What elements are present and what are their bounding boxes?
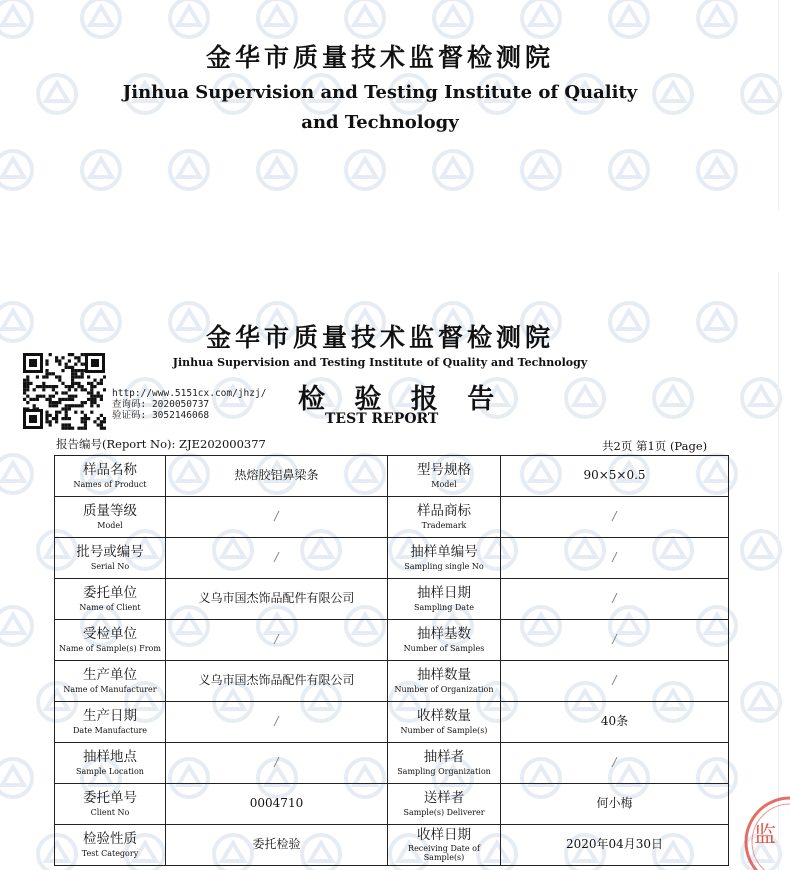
cover-title-en-line1: Jinhua Supervision and Testing Institute of Quality <box>122 82 638 103</box>
field-label-en: Sampling single No <box>404 561 484 571</box>
field-label-en: Sample(s) Deliverer <box>403 807 485 817</box>
field-label <box>388 620 501 661</box>
field-label <box>388 784 501 825</box>
institute-logo-icon <box>0 0 36 41</box>
table-row <box>55 825 729 866</box>
institute-logo-icon <box>518 147 564 193</box>
field-label <box>55 538 166 579</box>
field-label-en: Serial No <box>90 561 130 571</box>
field-label-cn: 样品名称 <box>83 462 137 479</box>
institute-logo-icon <box>650 375 696 421</box>
seal-text: 监 <box>754 823 777 848</box>
field-label-en: Test Category <box>81 848 139 858</box>
institute-logo-icon <box>0 603 36 649</box>
field-label <box>55 620 166 661</box>
institute-logo-icon <box>0 451 36 497</box>
field-label-en: Name of Manufacturer <box>63 684 157 694</box>
field-label-en: Names of Product <box>73 479 147 489</box>
field-label <box>55 579 166 620</box>
cover-title-cn: 金华市质量技术监督检测院 <box>205 43 554 72</box>
field-label-en: Sample Location <box>76 766 144 776</box>
report-institute-en: Jinhua Supervision and Testing Institute of Quality and Technology <box>172 356 588 369</box>
field-label-cn: 抽样基数 <box>417 626 471 643</box>
field-value: / <box>166 702 388 743</box>
field-label <box>55 743 166 784</box>
field-label-cn: 抽样单编号 <box>410 544 478 561</box>
field-value: / <box>166 743 388 784</box>
field-label <box>55 661 166 702</box>
page-gap <box>0 210 790 272</box>
field-label-en: Number of Sample(s) <box>400 725 488 735</box>
field-label-en: Sampling Organization <box>397 766 491 776</box>
field-label <box>55 497 166 538</box>
table-row <box>55 743 729 784</box>
field-label <box>388 743 501 784</box>
field-label-en: Model <box>431 479 457 489</box>
field-label <box>55 702 166 743</box>
field-label-cn: 样品商标 <box>417 503 471 520</box>
institute-logo-icon <box>166 0 212 41</box>
field-label-en: Receiving Date of Sample(s) <box>408 844 480 863</box>
field-value: / <box>166 620 388 661</box>
institute-logo-icon <box>78 0 124 41</box>
field-label-cn: 委托单位 <box>83 585 137 602</box>
field-label-cn: 抽样数量 <box>417 667 471 684</box>
field-value: 义乌市国杰饰品配件有限公司 <box>166 579 388 620</box>
field-label <box>388 661 501 702</box>
table-row <box>55 784 729 825</box>
field-label <box>388 579 501 620</box>
field-label-cn: 型号规格 <box>417 462 471 479</box>
field-value: / <box>501 538 729 579</box>
field-value: / <box>501 620 729 661</box>
institute-logo-icon <box>342 147 388 193</box>
field-value: / <box>166 538 388 579</box>
institute-logo-icon <box>606 147 652 193</box>
field-value: 0004710 <box>166 784 388 825</box>
red-seal-icon <box>738 790 790 870</box>
table-row <box>55 661 729 702</box>
field-value: 2020年04月30日 <box>501 825 729 866</box>
field-label-cn: 抽样地点 <box>83 749 137 766</box>
field-label-cn: 受检单位 <box>83 626 137 643</box>
field-value: / <box>166 497 388 538</box>
page-edge <box>778 0 779 870</box>
report-title-cn: 检 验 报 告 <box>298 384 505 415</box>
field-label-en: Name of Client <box>79 602 141 612</box>
field-label-en: Model <box>97 520 123 530</box>
institute-logo-icon <box>694 0 740 41</box>
field-label-cn: 委托单号 <box>83 790 137 807</box>
field-label <box>55 825 166 866</box>
field-label <box>388 456 501 497</box>
field-label <box>388 538 501 579</box>
report-number: 报告编号(Report No): ZJE202000377 <box>56 437 266 451</box>
report-info-table <box>54 455 729 866</box>
institute-logo-icon <box>694 147 740 193</box>
institute-logo-icon <box>518 0 564 41</box>
field-value: 何小梅 <box>501 784 729 825</box>
table-row <box>55 456 729 497</box>
field-label-cn: 抽样日期 <box>417 585 471 602</box>
report-institute-cn: 金华市质量技术监督检测院 <box>205 323 554 352</box>
field-value: / <box>501 579 729 620</box>
institute-logo-icon <box>254 147 300 193</box>
field-label-cn: 送样者 <box>423 790 465 807</box>
table-row <box>55 620 729 661</box>
field-value: 义乌市国杰饰品配件有限公司 <box>166 661 388 702</box>
institute-logo-icon <box>78 147 124 193</box>
field-label-cn: 收样数量 <box>417 708 471 725</box>
institute-logo-icon <box>342 0 388 41</box>
field-label <box>388 497 501 538</box>
field-label-en: Sampling Date <box>413 602 475 612</box>
field-label-en: Number of Organization <box>394 684 494 694</box>
qr-code-icon <box>22 352 106 430</box>
qr-url: http://www.5151cx.com/jhzj/ <box>112 388 267 399</box>
cover-title-en-line2: and Technology <box>301 112 459 133</box>
field-label <box>388 825 501 866</box>
qr-info <box>112 388 266 421</box>
table-row <box>55 538 729 579</box>
field-value: 90×5×0.5 <box>501 456 729 497</box>
field-label <box>55 784 166 825</box>
field-label-cn: 生产单位 <box>83 667 137 684</box>
field-label-en: Number of Samples <box>403 643 485 653</box>
field-label-en: Date Manufacture <box>72 725 148 735</box>
field-label-en: Name of Sample(s) From <box>59 643 161 653</box>
field-label-cn: 生产日期 <box>83 708 137 725</box>
institute-logo-icon <box>0 147 36 193</box>
field-value: / <box>501 497 729 538</box>
institute-logo-icon <box>166 147 212 193</box>
field-value: / <box>501 743 729 784</box>
field-label-cn: 抽样者 <box>423 749 465 766</box>
field-label <box>388 702 501 743</box>
table-row <box>55 579 729 620</box>
field-label-cn: 质量等级 <box>83 503 137 520</box>
field-value: / <box>501 661 729 702</box>
table-row <box>55 497 729 538</box>
institute-logo-icon <box>430 0 476 41</box>
institute-logo-icon <box>0 755 36 801</box>
field-label-cn: 批号或编号 <box>76 544 144 561</box>
report-title-en: TEST REPORT <box>325 411 439 427</box>
institute-logo-icon <box>430 147 476 193</box>
institute-logo-icon <box>562 375 608 421</box>
field-label-en: Client No <box>90 807 130 817</box>
table-row <box>55 702 729 743</box>
query-code: 查询码: 2020050737 <box>112 399 210 410</box>
field-label-cn: 收样日期 <box>417 826 471 843</box>
institute-logo-icon <box>254 0 300 41</box>
field-label-en: Trademark <box>421 520 467 530</box>
page-number: 共2页 第1页 (Page) <box>602 439 708 453</box>
institute-logo-icon <box>606 0 652 41</box>
field-value: 委托检验 <box>166 825 388 866</box>
field-value: 热熔胶铝鼻梁条 <box>166 456 388 497</box>
field-label-cn: 检验性质 <box>83 831 137 848</box>
field-value: 40条 <box>501 702 729 743</box>
field-label <box>55 456 166 497</box>
verify-code: 验证码: 3052146068 <box>112 410 210 421</box>
